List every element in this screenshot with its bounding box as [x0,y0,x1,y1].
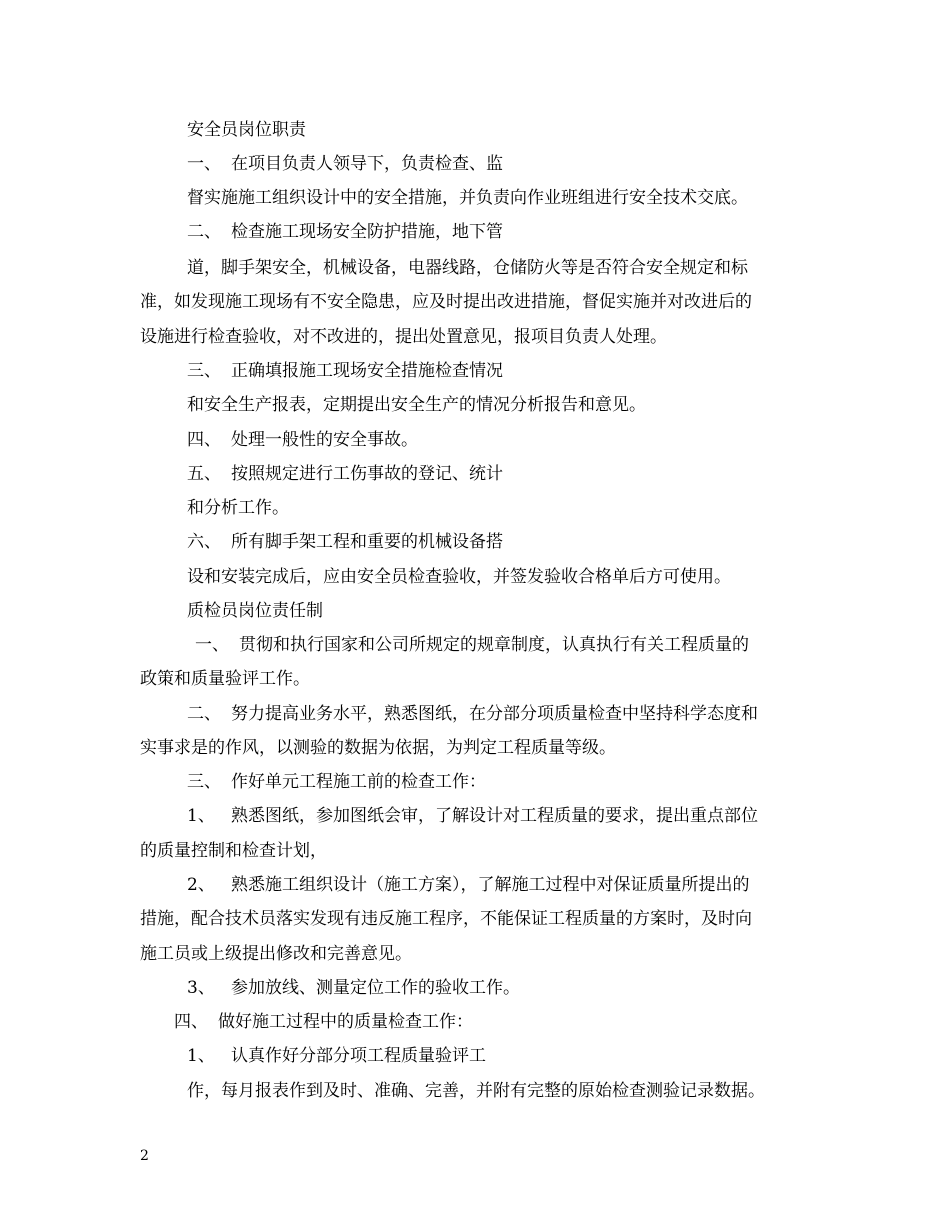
item-number: 一、 [195,635,229,655]
item-number: 二、 [187,704,221,724]
line-text: 道，脚手架安全，机械设备，电器线路，仓储防火等是否符合安全规定和标 [187,258,748,278]
line-text: 参加放线、测量定位工作的验收工作。 [231,978,520,998]
line-text: 准，如发现施工现场有不安全隐患，应及时提出改进措施，督促实施并对改进后的 [140,292,752,312]
line-text: 处理一般性的安全事故。 [231,430,418,450]
paragraph-line [140,839,327,863]
item-number: 1、 [187,1046,215,1066]
line-text: 实事求是的作风，以测验的数据为依据，为判定工程质量等级。 [140,738,616,758]
list-item [187,220,503,244]
paragraph-line [187,565,731,589]
line-text: 和分析工作。 [187,498,289,518]
list-item [187,873,750,897]
line-text: 政策和质量验评工作。 [140,669,310,689]
section-title-quality-inspector [187,599,323,623]
line-text: 努力提高业务水平，熟悉图纸，在分部分项质量检查中坚持科学态度和 [231,704,758,724]
line-text: 认真作好分部分项工程质量验评工 [231,1046,486,1066]
list-item [187,530,503,554]
line-text: 贯彻和执行国家和公司所规定的规章制度，认真执行有关工程质量的 [239,635,749,655]
list-item [187,804,758,828]
item-number: 三、 [187,361,221,381]
line-text: 和安全生产报表，定期提出安全生产的情况分析报告和意见。 [187,395,646,415]
paragraph-line [187,393,646,417]
list-item [187,359,503,383]
line-text: 熟悉图纸，参加图纸会审，了解设计对工程质量的要求，提出重点部位 [231,806,758,826]
page-number: 2 [140,1148,149,1164]
paragraph-line [187,1079,765,1103]
line-text: 所有脚手架工程和重要的机械设备搭 [231,532,503,552]
item-number: 1、 [187,806,215,826]
paragraph-line [140,325,667,349]
line-text: 做好施工过程中的质量检查工作： [218,1012,473,1032]
line-text: 作，每月报表作到及时、准确、完善，并附有完整的原始检查测验记录数据。 [187,1081,765,1101]
paragraph-line [140,907,752,931]
list-item [187,770,486,794]
list-item [187,976,520,1000]
list-item [187,1044,486,1068]
item-number: 三、 [187,772,221,792]
line-text: 的质量控制和检查计划， [140,841,327,861]
line-text: 督实施施工组织设计中的安全措施，并负责向作业班组进行安全技术交底。 [187,188,748,208]
line-text: 作好单元工程施工前的检查工作： [231,772,486,792]
paragraph-line [140,667,310,691]
paragraph-line [140,290,752,314]
item-number: 四、 [174,1012,208,1032]
paragraph-line [140,736,616,760]
line-text: 设施进行检查验收，对不改进的，提出处置意见，报项目负责人处理。 [140,327,667,347]
item-number: 一、 [187,154,221,174]
item-number: 2、 [187,875,215,895]
item-number: 四、 [187,430,221,450]
line-text: 按照规定进行工伤事故的登记、统计 [231,464,503,484]
paragraph-line [187,186,748,210]
list-item [187,702,758,726]
list-item [187,152,503,176]
item-number: 3、 [187,978,215,998]
item-number: 六、 [187,532,221,552]
paragraph-line [187,256,748,280]
item-number: 二、 [187,222,221,242]
list-item [174,1010,473,1034]
line-text: 设和安装完成后，应由安全员检查验收，并签发验收合格单后方可使用。 [187,567,731,587]
section-title-safety-officer [187,118,306,142]
line-text: 安全员岗位职责 [187,120,306,140]
line-text: 施工员或上级提出修改和完善意见。 [140,944,412,964]
list-item [187,462,503,486]
item-number: 五、 [187,464,221,484]
line-text: 在项目负责人领导下，负责检查、监 [231,154,503,174]
line-text: 检查施工现场安全防护措施，地下管 [231,222,503,242]
paragraph-line [140,942,412,966]
line-text: 措施，配合技术员落实发现有违反施工程序，不能保证工程质量的方案时，及时向 [140,909,752,929]
line-text: 质检员岗位责任制 [187,601,323,621]
paragraph-line [187,496,289,520]
line-text: 正确填报施工现场安全措施检查情况 [231,361,503,381]
line-text: 熟悉施工组织设计（施工方案），了解施工过程中对保证质量所提出的 [231,875,750,895]
list-item [195,633,749,657]
list-item [187,428,418,452]
